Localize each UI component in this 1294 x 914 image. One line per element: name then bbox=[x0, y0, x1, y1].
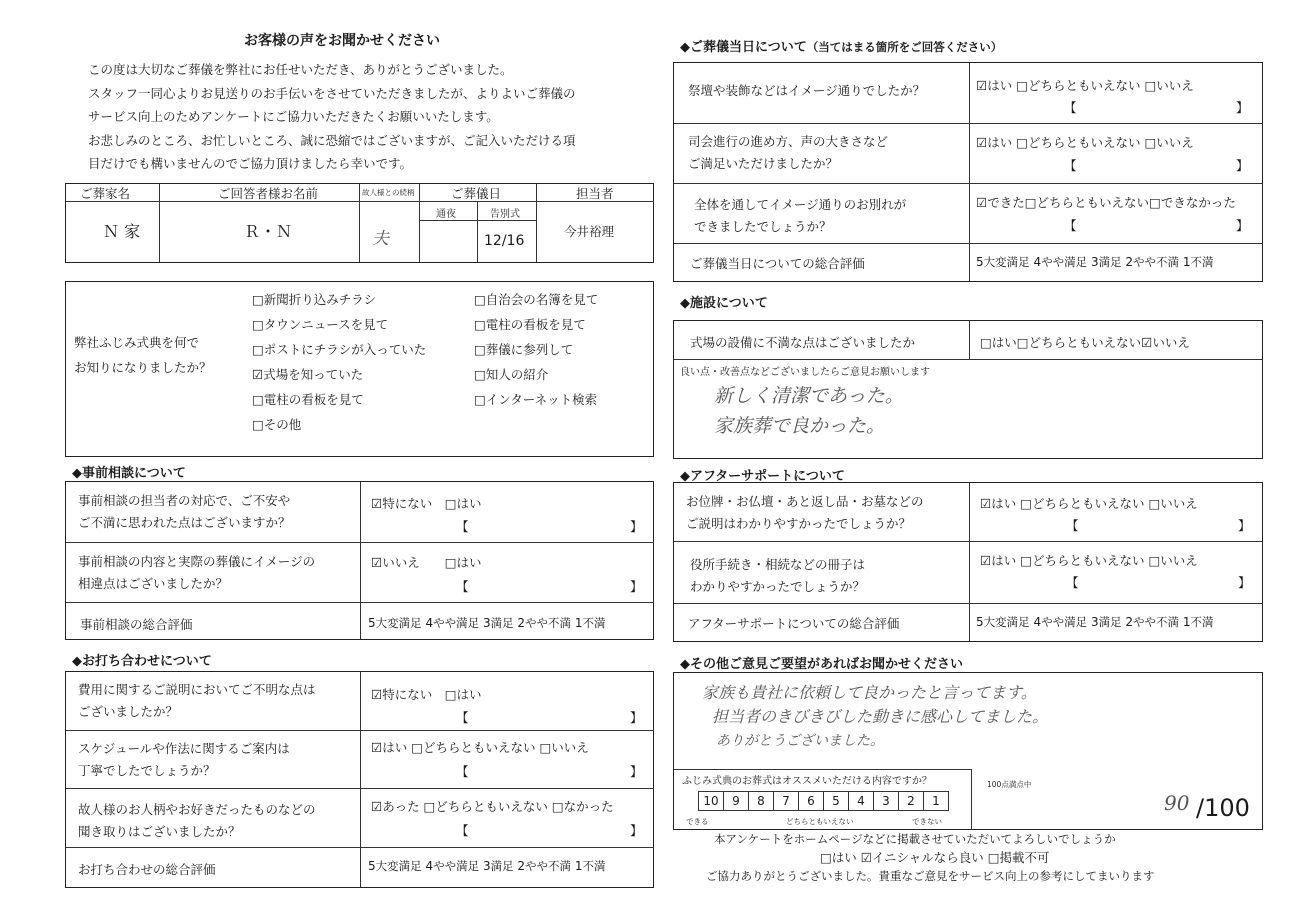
pre-consult-table: 事前相談の担当者の対応で、ご不安や ご不満に思われた点はございますか？ ☑特にない □はい 【 】 事前相談の内容と実際の葬儀にイメージの 相違点はございましたか？ ☑いいえ □はい 【 】 事前相談の総合評価 5大変満足 4やや満足 3満足 2やや不満 1不満 bbox=[65, 481, 654, 640]
name-value: Ｒ・Ｎ bbox=[244, 222, 293, 241]
meet-overall-label: お打ち合わせの総合評価 bbox=[78, 862, 216, 877]
facility-q1-answer[interactable]: □はい□どちらともいえない☑いいえ bbox=[980, 335, 1190, 350]
survey-title: お客様の声をお聞かせください bbox=[244, 33, 440, 49]
info-table bbox=[65, 183, 654, 263]
header-staff: 担当者 bbox=[576, 186, 614, 201]
staff-value: 今井裕理 bbox=[564, 224, 615, 239]
after-overall-label: アフターサポートについての総合評価 bbox=[688, 616, 900, 631]
day-q3-answer[interactable]: ☑できた□どちらともいえない□できなかった bbox=[976, 195, 1236, 210]
after-table: お位牌・お仏壇・あと返し品・お墓などの ご説明はわかりやすかったでしょうか？ ☑はい □どちらともいえない □いいえ 【 】 役所手続き・相続などの冊子は わかりやすかったでしょうか？ ☑はい □どちらともいえない □いいえ 【 】 アフターサポートについての総合評価 5大変満足 4やや満足 3満足 2やや不満 1不満 bbox=[673, 482, 1263, 642]
pre-q2-bracket-open: 【 bbox=[456, 579, 469, 594]
score-value[interactable]: 90 bbox=[1164, 791, 1190, 815]
after-q2-answer[interactable]: ☑はい □どちらともいえない □いいえ bbox=[980, 553, 1198, 568]
pre-q1-answer[interactable]: ☑特にない □はい bbox=[371, 496, 482, 511]
meet-q3-answer[interactable]: ☑あった □どちらともいえない □なかった bbox=[371, 799, 614, 814]
pre-q2-bracket-close: 】 bbox=[630, 579, 643, 594]
section-day: ◆ご葬儀当日について（当てはまる箇所をご回答ください） bbox=[680, 40, 1003, 55]
header-kokubetsu: 告別式 bbox=[490, 209, 520, 220]
source-options-col2[interactable]: □自治会の名簿を見て □電柱の看板を見て □葬儀に参列して □知人の紹介 □インターネット検索 bbox=[474, 292, 599, 407]
kokubetsu-value: 12/16 bbox=[484, 233, 525, 249]
facility-q1: 式場の設備に不満な点はございましたか bbox=[690, 335, 916, 350]
facility-comment[interactable]: 新しく清潔であった。 家族葬で良かった。 bbox=[714, 385, 904, 437]
source-box bbox=[65, 281, 654, 457]
after-rating-scale[interactable]: 5大変満足 4やや満足 3満足 2やや不満 1不満 bbox=[976, 615, 1214, 629]
day-overall-label: ご葬儀当日についての総合評価 bbox=[690, 256, 865, 271]
source-question: 弊社ふじみ式典を何で お知りになりましたか？ bbox=[74, 335, 212, 375]
day-q2-answer[interactable]: ☑はい □どちらともいえない □いいえ bbox=[976, 135, 1194, 150]
intro-text: この度は大切なご葬儀を弊社にお任せいただき、ありがとうございました。 スタッフ一同心よりお見送りのお手伝いをさせていただきましたが、よりよいご葬儀の サービス向上のためアンケートにご協力いただきたくお願いいたします。 お悲しみのところ、お忙しいところ、誠に恐縮ではございますが、ご記入いただける項 目だけでも構いませんのでご協力頂けましたら幸いです。 bbox=[88, 62, 576, 171]
meeting-table: 費用に関するご説明においてご不明な点は ございましたか？ ☑特にない □はい 【 】 スケジュールや作法に関するご案内は 丁寧でしたでしょうか？ ☑はい □どちらともいえない □いいえ 【 】 故人様のお人柄やお好きだったものなどの 聞き取りはございましたか？ ☑あった □どちらともいえない □なかった 【 】 お打ち合わせの総合評価 5大変満足 4やや満足 3満足 2やや不満 1不満 bbox=[65, 671, 654, 888]
section-other: ◆その他ご意見ご要望があればお聞かせください bbox=[680, 657, 963, 672]
pre-rating-scale[interactable]: 5大変満足 4やや満足 3満足 2やや不満 1不満 bbox=[368, 616, 606, 630]
meet-q1-answer[interactable]: ☑特にない □はい bbox=[371, 687, 482, 702]
pre-q1-bracket-close: 】 bbox=[630, 519, 643, 534]
header-tsuya: 通夜 bbox=[436, 209, 456, 220]
full-score-label: 100点満点中 bbox=[987, 780, 1032, 789]
header-date: ご葬儀日 bbox=[451, 186, 502, 201]
family-value: Ｎ 家 bbox=[103, 222, 141, 241]
day-rating-scale[interactable]: 5大変満足 4やや満足 3満足 2やや不満 1不満 bbox=[976, 255, 1214, 269]
thanks-text: ご協力ありがとうございました。貴重なご意見をサービス向上の参考にしてまいります bbox=[706, 869, 1155, 883]
section-meeting: ◆お打ち合わせについて bbox=[72, 654, 212, 669]
day-table: 祭壇や装飾などはイメージ通りでしたか？ ☑はい □どちらともいえない □いいえ 【 】 司会進行の進め方、声の大きさなど ご満足いただけましたか？ ☑はい □どちらともいえない □いいえ 【 】 全体を通してイメージ通りのお別れが できましたでしょうか？ ☑できた□どちらともいえない□できなかった 【 】 ご葬儀当日についての総合評価 5大変満足 4やや満足 3満足 2やや不満 1不満 bbox=[673, 62, 1263, 282]
facility-note: 良い点・改善点などございましたらご意見お願いします bbox=[680, 367, 930, 378]
meet-rating-scale[interactable]: 5大変満足 4やや満足 3満足 2やや不満 1不満 bbox=[368, 859, 606, 873]
publish-question: 本アンケートをホームページなどに掲載させていただいてよろしいでしょうか bbox=[714, 832, 1116, 846]
recommend-scores[interactable]: 10 9 8 7 6 5 4 3 2 1 bbox=[698, 791, 948, 811]
after-q1-answer[interactable]: ☑はい □どちらともいえない □いいえ bbox=[980, 496, 1198, 511]
section-after: ◆アフターサポートについて bbox=[680, 469, 845, 484]
section-facility: ◆施設について bbox=[680, 296, 768, 311]
header-name: ご回答者様お名前 bbox=[218, 186, 319, 201]
day-q1-answer[interactable]: ☑はい □どちらともいえない □いいえ bbox=[976, 78, 1194, 93]
publish-options[interactable]: □はい ☑イニシャルなら良い □掲載不可 bbox=[820, 850, 1050, 865]
score-denominator: /100 bbox=[1196, 794, 1250, 822]
other-box: 家族も貴社に依頼して良かったと言ってます。 担当者のきびきびした動きに感心してました。 ありがとうございました。 ふじみ式典のお葬式はオススメいただける内容ですか？ 100点満点中 10 9 8 7 6 5 4 3 2 1 できる どちらともいえない できない 90 /100 bbox=[673, 672, 1263, 830]
recommend-question: ふじみ式典のお葬式はオススメいただける内容ですか？ bbox=[682, 776, 932, 787]
section-pre-consult: ◆事前相談について bbox=[72, 466, 186, 481]
day-q1: 祭壇や装飾などはイメージ通りでしたか？ bbox=[688, 83, 926, 98]
facility-table bbox=[673, 320, 1263, 459]
header-relation: 故人様との続柄 bbox=[362, 188, 415, 197]
header-family: ご葬家名 bbox=[80, 186, 131, 201]
relation-value: 夫 bbox=[372, 229, 389, 249]
other-comment[interactable]: 家族も貴社に依頼して良かったと言ってます。 担当者のきびきびした動きに感心してました。 ありがとうございました。 bbox=[702, 683, 1049, 749]
source-options-col1[interactable]: □新聞折り込みチラシ □タウンニュースを見て □ポストにチラシが入っていた ☑式場を知っていた □電柱の看板を見て □その他 bbox=[252, 292, 427, 432]
pre-q1-bracket-open: 【 bbox=[456, 519, 469, 534]
meet-q2-answer[interactable]: ☑はい □どちらともいえない □いいえ bbox=[371, 740, 589, 755]
pre-overall-label: 事前相談の総合評価 bbox=[80, 617, 193, 632]
pre-q2-answer[interactable]: ☑いいえ □はい bbox=[371, 555, 482, 570]
